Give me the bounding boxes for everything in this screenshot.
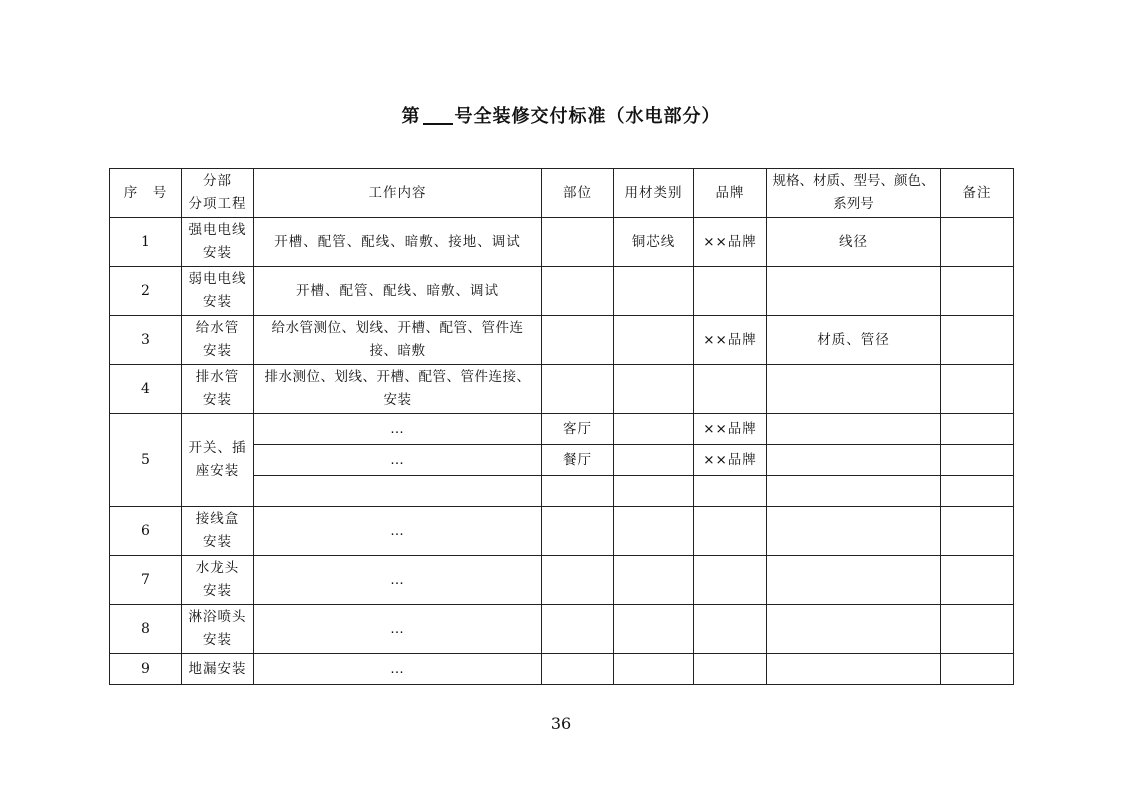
cell-material-type — [614, 267, 694, 316]
cell-remark — [941, 507, 1014, 556]
cell-material-type — [614, 476, 694, 507]
header-category: 分部 分项工程 — [182, 169, 254, 218]
cell-material-type — [614, 414, 694, 445]
table-subrow — [110, 414, 1014, 445]
cell-location — [542, 267, 614, 316]
cell-brand: ××品牌 — [694, 218, 767, 267]
table-row — [110, 218, 1014, 267]
table-row — [110, 605, 1014, 654]
cell-seq: 1 — [110, 218, 182, 267]
cell-remark — [941, 316, 1014, 365]
cell-location — [542, 605, 614, 654]
cell-category: 排水管 安装 — [182, 365, 254, 414]
cell-remark — [941, 445, 1014, 476]
cell-material-type — [614, 445, 694, 476]
cell-seq: 5 — [110, 414, 182, 507]
cell-material-type: 铜芯线 — [614, 218, 694, 267]
cell-material-type — [614, 556, 694, 605]
cell-spec — [767, 365, 941, 414]
table-row — [110, 365, 1014, 414]
cell-category: 强电电线 安装 — [182, 218, 254, 267]
header-spec: 规格、材质、型号、颜色、 系列号 — [767, 169, 941, 218]
header-brand: 品牌 — [694, 169, 767, 218]
cell-seq: 9 — [110, 654, 182, 685]
page-title — [0, 102, 1122, 128]
table-row — [110, 556, 1014, 605]
header-material-type: 用材类别 — [614, 169, 694, 218]
cell-brand — [694, 507, 767, 556]
cell-content: … — [254, 605, 542, 654]
cell-spec — [767, 414, 941, 445]
cell-brand — [694, 605, 767, 654]
cell-category: 接线盒 安装 — [182, 507, 254, 556]
cell-spec — [767, 445, 941, 476]
cell-brand — [694, 365, 767, 414]
cell-category: 淋浴喷头 安装 — [182, 605, 254, 654]
cell-location — [542, 365, 614, 414]
cell-seq: 6 — [110, 507, 182, 556]
cell-remark — [941, 365, 1014, 414]
cell-remark — [941, 605, 1014, 654]
cell-location: 客厅 — [542, 414, 614, 445]
cell-content: 给水管测位、划线、开槽、配管、管件连 接、暗敷 — [254, 316, 542, 365]
cell-remark — [941, 476, 1014, 507]
cell-spec — [767, 556, 941, 605]
cell-category: 水龙头 安装 — [182, 556, 254, 605]
delivery-standard-table — [109, 168, 1014, 685]
cell-brand — [694, 267, 767, 316]
cell-location — [542, 316, 614, 365]
cell-remark — [941, 414, 1014, 445]
cell-content: 开槽、配管、配线、暗敷、调试 — [254, 267, 542, 316]
header-content: 工作内容 — [254, 169, 542, 218]
cell-category: 给水管 安装 — [182, 316, 254, 365]
cell-location — [542, 507, 614, 556]
cell-brand: ××品牌 — [694, 316, 767, 365]
cell-remark — [941, 267, 1014, 316]
cell-brand — [694, 654, 767, 685]
cell-remark — [941, 654, 1014, 685]
cell-material-type — [614, 365, 694, 414]
cell-seq: 2 — [110, 267, 182, 316]
header-row — [110, 169, 1014, 218]
page-number: 36 — [550, 714, 572, 733]
cell-content: … — [254, 414, 542, 445]
title-suffix: 号全装修交付标准（水电部分） — [454, 106, 721, 127]
cell-content: … — [254, 556, 542, 605]
cell-content: … — [254, 654, 542, 685]
header-seq: 序 号 — [110, 169, 182, 218]
cell-material-type — [614, 507, 694, 556]
cell-category: 弱电电线 安装 — [182, 267, 254, 316]
cell-brand — [694, 476, 767, 507]
cell-location — [542, 654, 614, 685]
cell-material-type — [614, 605, 694, 654]
cell-location — [542, 556, 614, 605]
cell-location — [542, 476, 614, 507]
cell-remark — [941, 556, 1014, 605]
cell-brand — [694, 556, 767, 605]
cell-brand: ××品牌 — [694, 414, 767, 445]
header-location: 部位 — [542, 169, 614, 218]
table-row — [110, 507, 1014, 556]
table-row — [110, 316, 1014, 365]
cell-location: 餐厅 — [542, 445, 614, 476]
cell-material-type — [614, 316, 694, 365]
cell-spec — [767, 605, 941, 654]
cell-location — [542, 218, 614, 267]
header-remark: 备注 — [941, 169, 1014, 218]
cell-content: … — [254, 507, 542, 556]
cell-content: 开槽、配管、配线、暗敷、接地、调试 — [254, 218, 542, 267]
cell-content: 排水测位、划线、开槽、配管、管件连接、 安装 — [254, 365, 542, 414]
cell-spec — [767, 267, 941, 316]
cell-brand: ××品牌 — [694, 445, 767, 476]
cell-seq: 3 — [110, 316, 182, 365]
table-row — [110, 654, 1014, 685]
cell-remark — [941, 218, 1014, 267]
cell-seq: 7 — [110, 556, 182, 605]
cell-spec — [767, 476, 941, 507]
cell-spec — [767, 654, 941, 685]
cell-category: 地漏安装 — [182, 654, 254, 685]
cell-spec — [767, 507, 941, 556]
cell-spec: 材质、管径 — [767, 316, 941, 365]
cell-category: 开关、插 座安装 — [182, 414, 254, 507]
cell-spec: 线径 — [767, 218, 941, 267]
cell-seq: 4 — [110, 365, 182, 414]
title-prefix: 第 — [401, 106, 421, 127]
cell-content: … — [254, 445, 542, 476]
cell-material-type — [614, 654, 694, 685]
cell-seq: 8 — [110, 605, 182, 654]
title-number-blank — [423, 105, 453, 125]
cell-content — [254, 476, 542, 507]
table-row — [110, 267, 1014, 316]
